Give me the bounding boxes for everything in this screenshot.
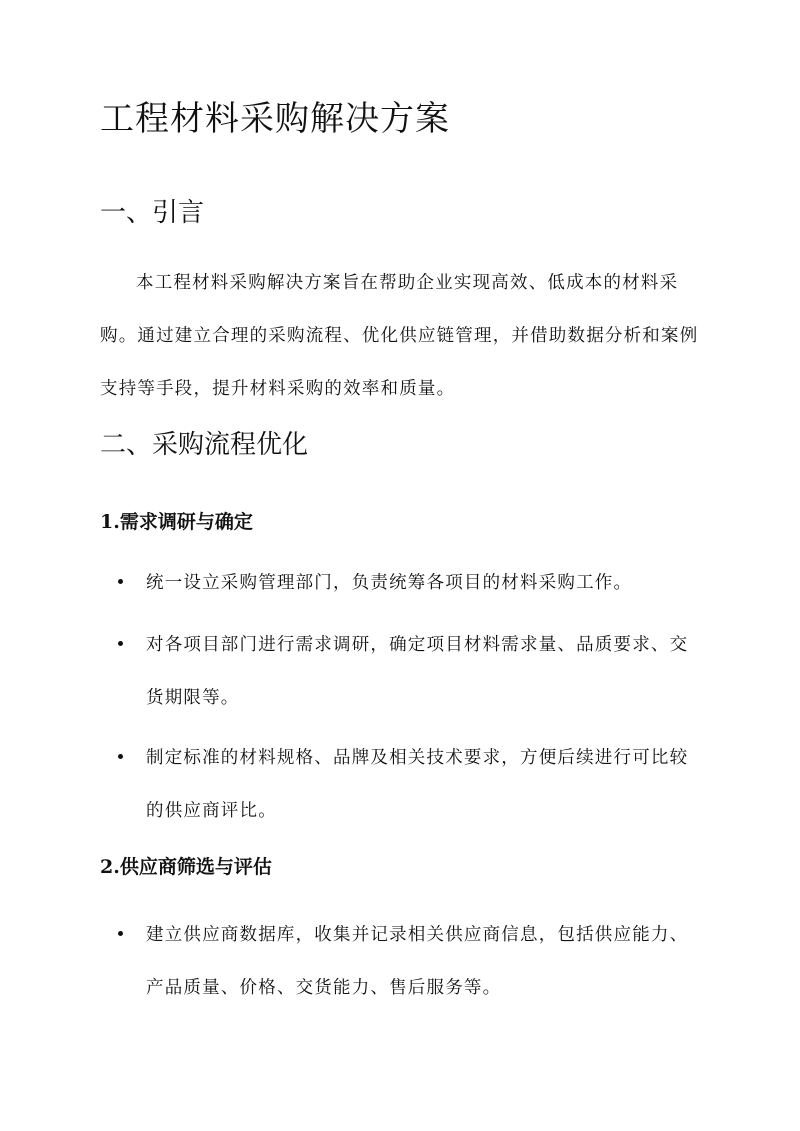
introduction-paragraph: 本工程材料采购解决方案旨在帮助企业实现高效、低成本的材料采购。通过建立合理的采购流程、优化供应链管理，并借助数据分析和案例支持等手段，提升材料采购的效率和质量。 [100,273,699,399]
list-item [118,619,718,725]
bullet-icon [118,931,123,936]
section-heading-procurement-process: 二、采购流程优化 [100,430,309,460]
list-item-text: 对各项目部门进行需求调研，确定项目材料需求量、品质要求、交货期限等。 [146,635,689,708]
list-item [118,732,718,838]
list-item-text: 建立供应商数据库，收集并记录相关供应商信息，包括供应能力、产品质量、价格、交货能力、售后服务等。 [146,925,689,998]
list-item-text: 制定标准的材料规格、品牌及相关技术要求，方便后续进行可比较的供应商评比。 [146,748,689,821]
bullet-icon [118,641,123,646]
bullet-icon [118,754,123,759]
list-item [118,909,718,1015]
document-title: 工程材料采购解决方案 [100,99,450,139]
subsection-heading-supplier-evaluation: 2.供应商筛选与评估 [100,856,272,878]
list-item-text: 统一设立采购管理部门，负责统筹各项目的材料采购工作。 [146,573,633,593]
list-item [118,557,718,610]
subsection-heading-demand-research: 1.需求调研与确定 [100,511,253,533]
bullet-icon [118,579,123,584]
section-heading-introduction: 一、引言 [100,198,205,228]
